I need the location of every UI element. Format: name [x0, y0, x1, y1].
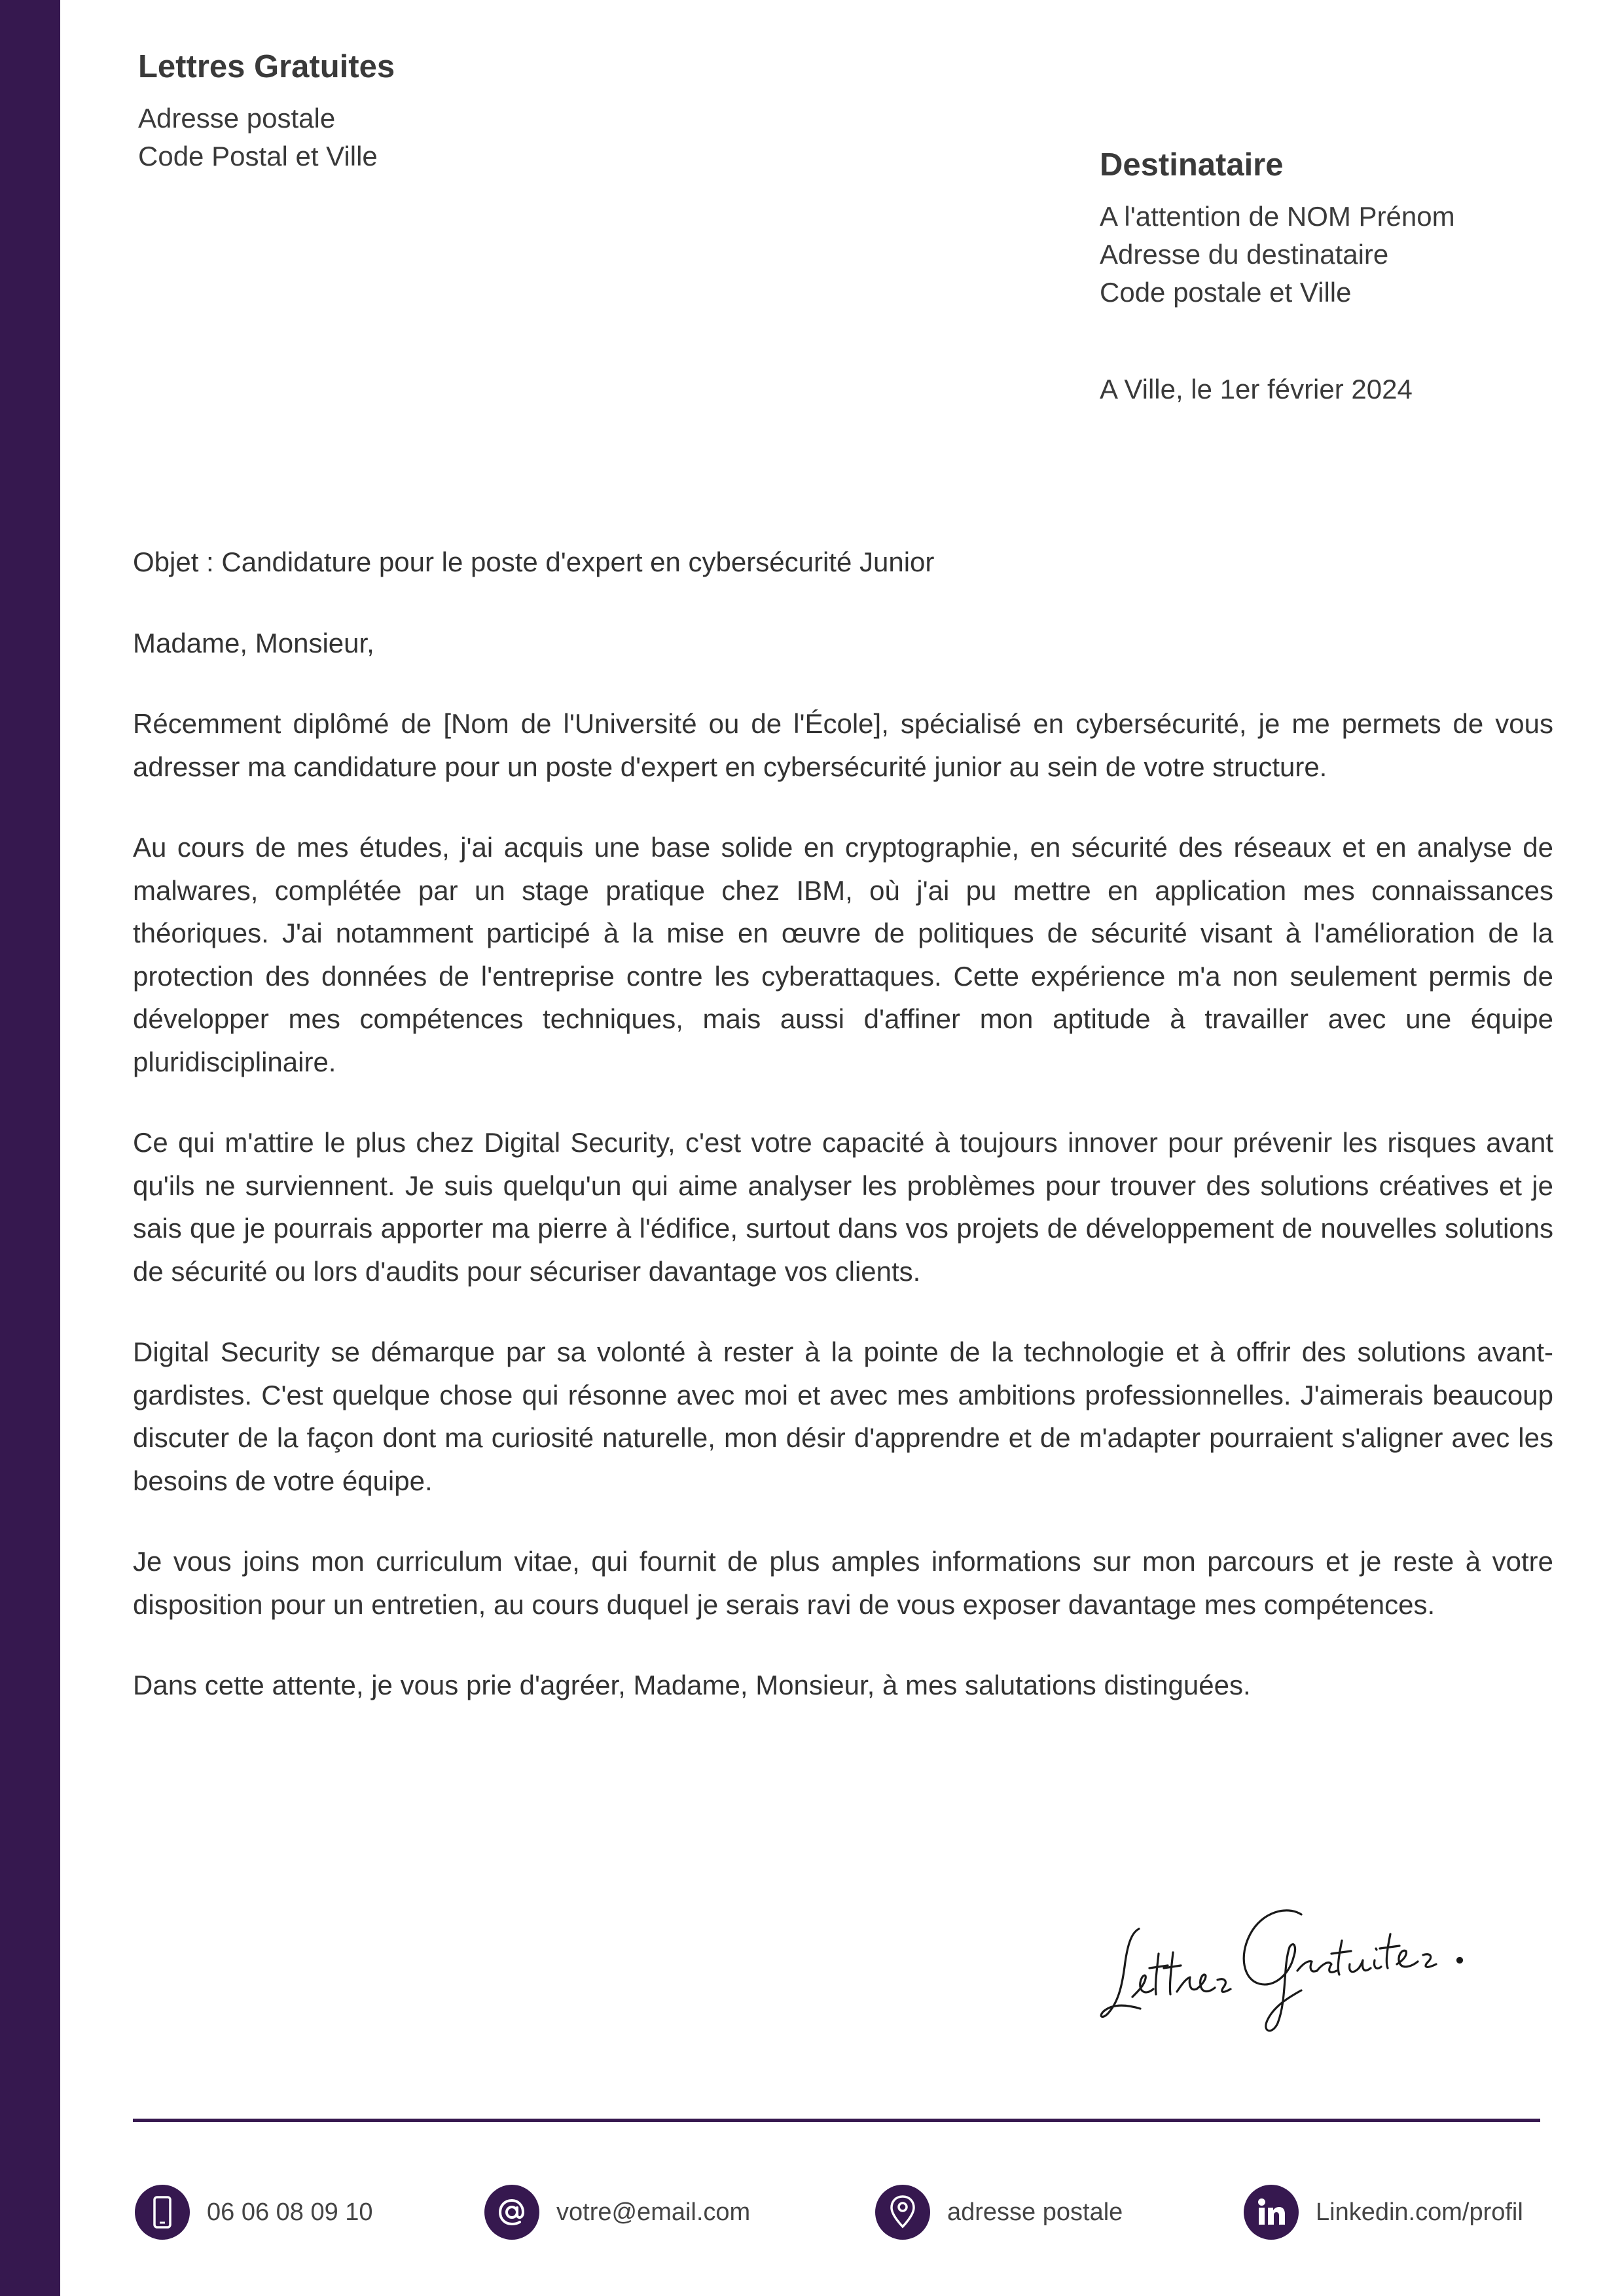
sender-block: [138, 43, 727, 175]
letter-body: [133, 541, 1553, 1745]
sender-address-line2: Code Postal et Ville: [138, 141, 378, 171]
letter-closing: Dans cette attente, je vous prie d'agréer, Madame, Monsieur, à mes salutations distinguées.: [133, 1670, 1251, 1700]
contact-footer: [133, 2183, 1560, 2241]
contact-address: [875, 2183, 1123, 2241]
recipient-address-line: Adresse du destinataire: [1100, 239, 1389, 270]
handwritten-signature: [1093, 1869, 1486, 2039]
sender-address-line1: Adresse postale: [138, 103, 336, 134]
letter-object: Objet : Candidature pour le poste d'expert en cybersécurité Junior: [133, 547, 935, 577]
letter-greeting: Madame, Monsieur,: [133, 627, 374, 658]
location-pin-icon: [875, 2185, 930, 2240]
contact-email[interactable]: [484, 2183, 750, 2241]
sender-name: Lettres Gratuites: [138, 49, 395, 84]
contact-email-text: votre@email.com: [556, 2198, 751, 2226]
letter-paragraph: Ce qui m'attire le plus chez Digital Security, c'est votre capacité à toujours innover pour prévenir les risques avant qu'ils ne surviennent. Je suis quelqu'un qui aime analyser les problèmes pour trouver des solutions créatives et je sais que je pourrais apporter ma pierre à l'édifice, surtout dans vos projets de développement de nouvelles solutions de sécurité ou lors d'audits pour sécuriser davantage vos clients.: [133, 1127, 1553, 1287]
letter-paragraph: Digital Security se démarque par sa volonté à rester à la pointe de la technologie et à offrir des solutions avant-gardistes. C'est quelque chose qui résonne avec moi et avec mes ambitions professionnelles. J'aimerais beaucoup discuter de la façon dont ma curiosité naturelle, mon désir d'apprendre et de m'adapter pourraient s'aligner avec les besoins de votre équipe.: [133, 1336, 1553, 1496]
letter-date: A Ville, le 1er février 2024: [1100, 374, 1413, 404]
contact-phone-text: 06 06 08 09 10: [207, 2198, 373, 2226]
phone-icon: [135, 2185, 190, 2240]
side-accent-band: [0, 0, 60, 2296]
contact-linkedin-text: Linkedin.com/profil: [1316, 2198, 1523, 2226]
recipient-city-line: Code postale et Ville: [1100, 277, 1352, 308]
recipient-attention-line: A l'attention de NOM Prénom: [1100, 201, 1455, 232]
recipient-block: [1100, 141, 1584, 312]
letter-paragraph: Je vous joins mon curriculum vitae, qui fournit de plus amples informations sur mon parcours et je reste à votre disposition pour un entretien, au cours duquel je serais ravi de vous exposer davantage mes compétences.: [133, 1546, 1553, 1620]
recipient-title: Destinataire: [1100, 147, 1284, 183]
contact-address-text: adresse postale: [947, 2198, 1123, 2226]
footer-divider: [133, 2119, 1540, 2122]
contact-phone: [135, 2183, 373, 2241]
linkedin-icon: [1244, 2185, 1299, 2240]
letter-paragraph: Récemment diplômé de [Nom de l'Université ou de l'École], spécialisé en cybersécurité, je me permets de vous adresser ma candidature pour un poste d'expert en cybersécurité junior au sein de votre structure.: [133, 708, 1553, 782]
contact-linkedin[interactable]: [1244, 2183, 1523, 2241]
letter-paragraph: Au cours de mes études, j'ai acquis une base solide en cryptographie, en sécurité des réseaux et en analyse de malwares, complétée par un stage pratique chez IBM, où j'ai pu mettre en application mes connaissances théoriques. J'ai notamment participé à la mise en œuvre de politiques de sécurité visant à l'amélioration de la protection des données de l'entreprise contre les cyberattaques. Cette expérience m'a non seulement permis de développer mes compétences techniques, mais aussi d'affiner mon aptitude à travailler avec une équipe pluridisciplinaire.: [133, 832, 1553, 1077]
email-icon: [484, 2185, 539, 2240]
